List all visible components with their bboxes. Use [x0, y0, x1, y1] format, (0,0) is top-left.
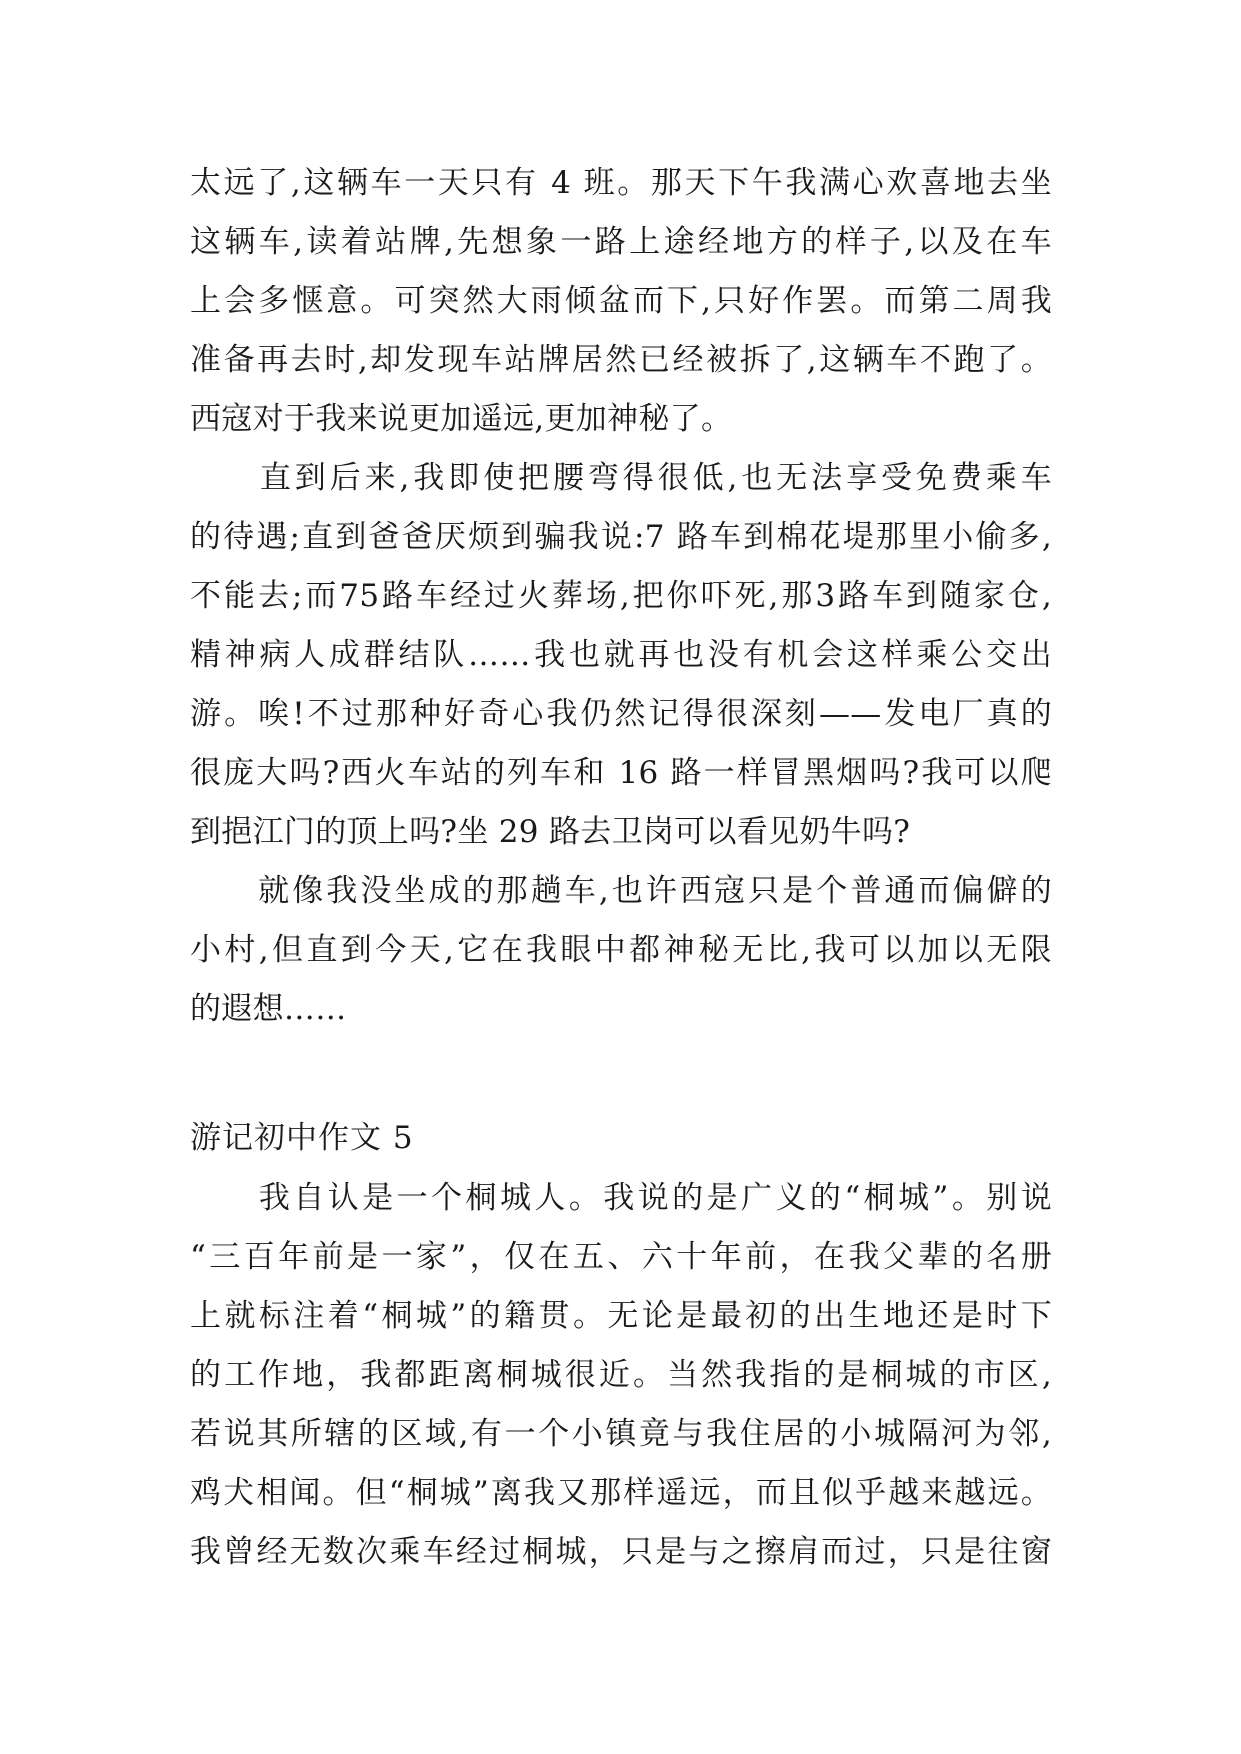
- text-line: 精神病人成群结队……我也就再也没有机会这样乘公交出: [190, 637, 1052, 673]
- text-line: 直到后来,我即使把腰弯得很低,也无法享受免费乘车: [190, 460, 1052, 496]
- text-line: 的待遇;直到爸爸厌烦到骗我说:7 路车到棉花堤那里小偷多,: [190, 519, 1052, 555]
- text-line: 很庞大吗?西火车站的列车和 16 路一样冒黑烟吗?我可以爬: [190, 755, 1052, 791]
- text-line: 我曾经无数次乘车经过桐城，只是与之擦肩而过，只是往窗: [190, 1534, 1052, 1570]
- paragraph-1: [190, 154, 1052, 449]
- text-line: 西寇对于我来说更加遥远,更加神秘了。: [190, 401, 733, 437]
- text-line: 这辆车,读着站牌,先想象一路上途经地方的样子,以及在车: [190, 224, 1052, 260]
- text-line: 的遐想……: [190, 991, 347, 1027]
- paragraph-2: [190, 449, 1052, 862]
- text-line: 准备再去时,却发现车站牌居然已经被拆了,这辆车不跑了。: [190, 342, 1052, 378]
- text-line: 的工作地，我都距离桐城很近。当然我指的是桐城的市区,: [190, 1357, 1052, 1393]
- section-heading: 游记初中作文 5: [190, 1120, 414, 1156]
- text-line: 上会多惬意。可突然大雨倾盆而下,只好作罢。而第二周我: [190, 283, 1052, 319]
- section-spacer: [190, 1039, 1052, 1107]
- text-line: “三百年前是一家”，仅在五、六十年前，在我父辈的名册: [190, 1239, 1052, 1275]
- text-line: 太远了,这辆车一天只有 4 班。那天下午我满心欢喜地去坐: [190, 165, 1052, 201]
- text-line: 小村,但直到今天,它在我眼中都神秘无比,我可以加以无限: [190, 932, 1052, 968]
- document-body: [190, 154, 1052, 1582]
- text-line: 不能去;而75路车经过火葬场,把你吓死,那3路车到随家仓,: [190, 578, 1052, 614]
- paragraph-4: [190, 1169, 1052, 1582]
- paragraph-3: [190, 862, 1052, 1039]
- text-line: 上就标注着“桐城”的籍贯。无论是最初的出生地还是时下: [190, 1298, 1052, 1334]
- text-line: 我自认是一个桐城人。我说的是广义的“桐城”。别说: [190, 1180, 1052, 1216]
- text-line: 游。唉!不过那种好奇心我仍然记得很深刻——发电厂真的: [190, 696, 1052, 732]
- text-line: 就像我没坐成的那趟车,也许西寇只是个普通而偏僻的: [190, 873, 1052, 909]
- text-line: 到挹江门的顶上吗?坐 29 路去卫岗可以看见奶牛吗?: [190, 814, 911, 850]
- text-line: 若说其所辖的区域,有一个小镇竟与我住居的小城隔河为邻,: [190, 1416, 1052, 1452]
- text-line: 鸡犬相闻。但“桐城”离我又那样遥远，而且似乎越来越远。: [190, 1475, 1052, 1511]
